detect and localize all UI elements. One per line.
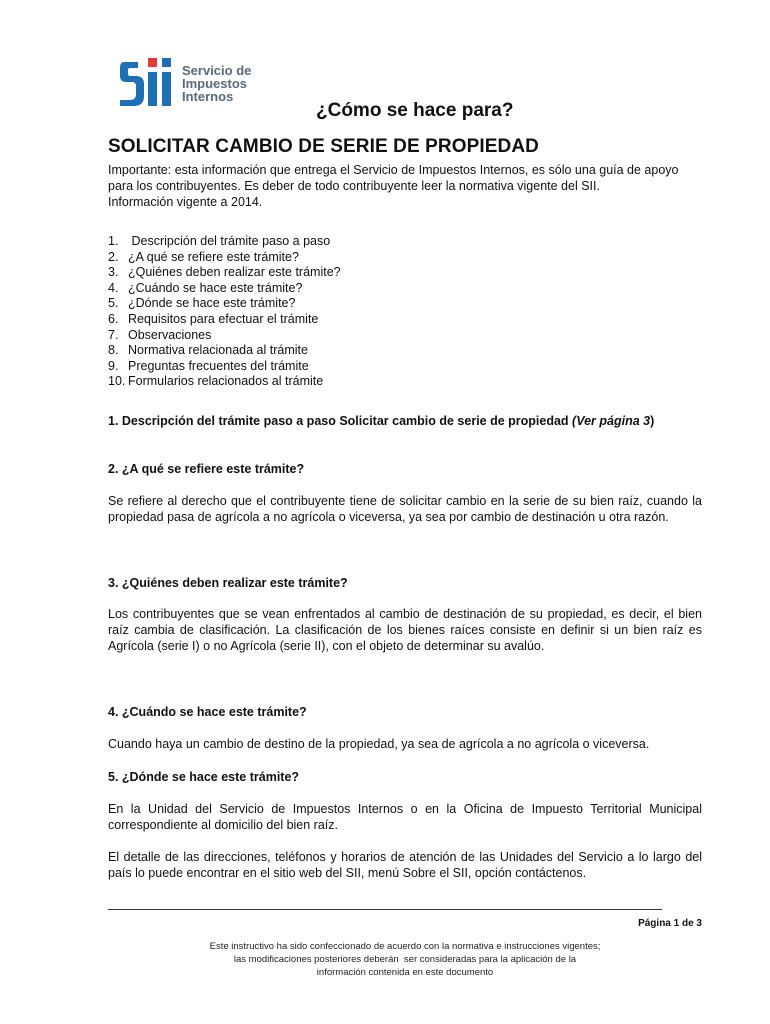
intro-line: Importante: esta información que entrega el Servicio de Impuestos Internos, es sólo una guía de apoyo <box>108 163 679 177</box>
section-5-heading: 5. ¿Dónde se hace este trámite? <box>108 770 300 784</box>
footer-line: las modificaciones posteriores deberán ser consideradas para la aplicación de la <box>233 954 577 965</box>
logo-wordmark <box>182 64 251 103</box>
toc-text: Descripción del trámite paso a paso <box>128 234 331 248</box>
toc-item <box>108 265 341 281</box>
section-5-body-2: El detalle de las direcciones, teléfonos y horarios de atención de las Unidades del Servicio a lo largo del país lo puede encontrar en el sitio web del SII, menú Sobre el SII, opción contáctenos. <box>108 850 702 880</box>
section-3-heading: 3. ¿Quiénes deben realizar este trámite? <box>108 576 348 590</box>
header-question: ¿Cómo se hace para? <box>316 100 514 121</box>
toc-number: 4. <box>108 280 119 295</box>
toc-text: ¿Cuándo se hace este trámite? <box>128 280 303 295</box>
footer-divider <box>108 909 662 910</box>
toc-text: Formularios relacionados al trámite <box>128 374 324 389</box>
section-1-heading <box>108 414 654 428</box>
section-4-body: Cuando haya un cambio de destino de la propiedad, ya sea de agrícola a no agrícola o viceversa. <box>108 737 650 751</box>
footer-disclaimer <box>108 940 702 979</box>
page-number: Página 1 de 3 <box>638 918 702 929</box>
toc-number: 1. <box>108 234 119 248</box>
page-title: SOLICITAR CAMBIO DE SERIE DE PROPIEDAD <box>108 136 539 157</box>
toc-item <box>108 281 341 297</box>
table-of-contents <box>108 234 341 390</box>
toc-text: ¿Quiénes deben realizar este trámite? <box>128 265 341 280</box>
toc-number: 7. <box>108 327 119 342</box>
toc-item <box>108 343 341 359</box>
intro-notice <box>108 162 708 210</box>
toc-item <box>108 374 341 390</box>
section-1-ref-close: ) <box>650 414 655 428</box>
toc-item <box>108 234 341 250</box>
toc-item <box>108 328 341 344</box>
toc-text: Normativa relacionada al trámite <box>128 343 308 358</box>
section-2-heading: 2. ¿A qué se refiere este trámite? <box>108 462 305 476</box>
section-5-body-1: En la Unidad del Servicio de Impuestos Internos o en la Oficina de Impuesto Territorial Municipal correspondiente al domicilio del bien raíz. <box>108 802 702 832</box>
section-2-body: Se refiere al derecho que el contribuyente tiene de solicitar cambio en la serie de su bien raíz, cuando la propiedad pasa de agrícola a no agrícola o viceversa, ya sea por cambio de destinación u otra razón. <box>108 494 702 524</box>
footer-line: Este instructivo ha sido confeccionado de acuerdo con la normativa e instrucciones vigentes; <box>209 941 601 952</box>
section-4-heading: 4. ¿Cuándo se hace este trámite? <box>108 705 307 719</box>
intro-line: Información vigente a 2014. <box>108 195 263 209</box>
logo-line-3: Internos <box>182 89 234 104</box>
toc-item <box>108 250 341 266</box>
toc-number: 5. <box>108 296 119 311</box>
section-1-ref-open: ( <box>572 414 577 428</box>
toc-number: 10. <box>108 374 126 389</box>
sii-logo <box>118 54 258 108</box>
toc-text: Requisitos para efectuar el trámite <box>128 311 319 326</box>
section-1-page-ref: Ver página 3 <box>576 414 651 428</box>
toc-item <box>108 359 341 375</box>
toc-number: 2. <box>108 249 119 264</box>
section-3-body: Los contribuyentes que se vean enfrentados al cambio de destinación de su propiedad, es decir, el bien raíz cambia de clasificación. La clasificación de los bienes raíces consiste en definir si un bien raíz es Agrícola (serie I) o no Agrícola (serie II), con el objeto de determinar su avalúo. <box>108 607 702 653</box>
toc-item <box>108 296 341 312</box>
toc-text: Preguntas frecuentes del trámite <box>128 358 309 373</box>
toc-item <box>108 312 341 328</box>
toc-text: ¿A qué se refiere este trámite? <box>128 249 299 264</box>
logo-line-2: Impuestos <box>182 76 248 91</box>
toc-text: Observaciones <box>128 327 212 342</box>
footer-line: información contenida en este documento <box>316 967 494 978</box>
section-1-heading-text: 1. Descripción del trámite paso a paso Solicitar cambio de serie de propiedad <box>108 414 573 428</box>
intro-line: para los contribuyentes. Es deber de todo contribuyente leer la normativa vigente del SII. <box>108 179 600 193</box>
toc-text: ¿Dónde se hace este trámite? <box>128 296 296 311</box>
sii-logo-icon <box>118 54 180 108</box>
logo-line-1: Servicio de <box>182 63 252 78</box>
toc-number: 9. <box>108 358 119 373</box>
toc-number: 3. <box>108 265 119 280</box>
toc-number: 8. <box>108 343 119 358</box>
toc-number: 6. <box>108 311 119 326</box>
